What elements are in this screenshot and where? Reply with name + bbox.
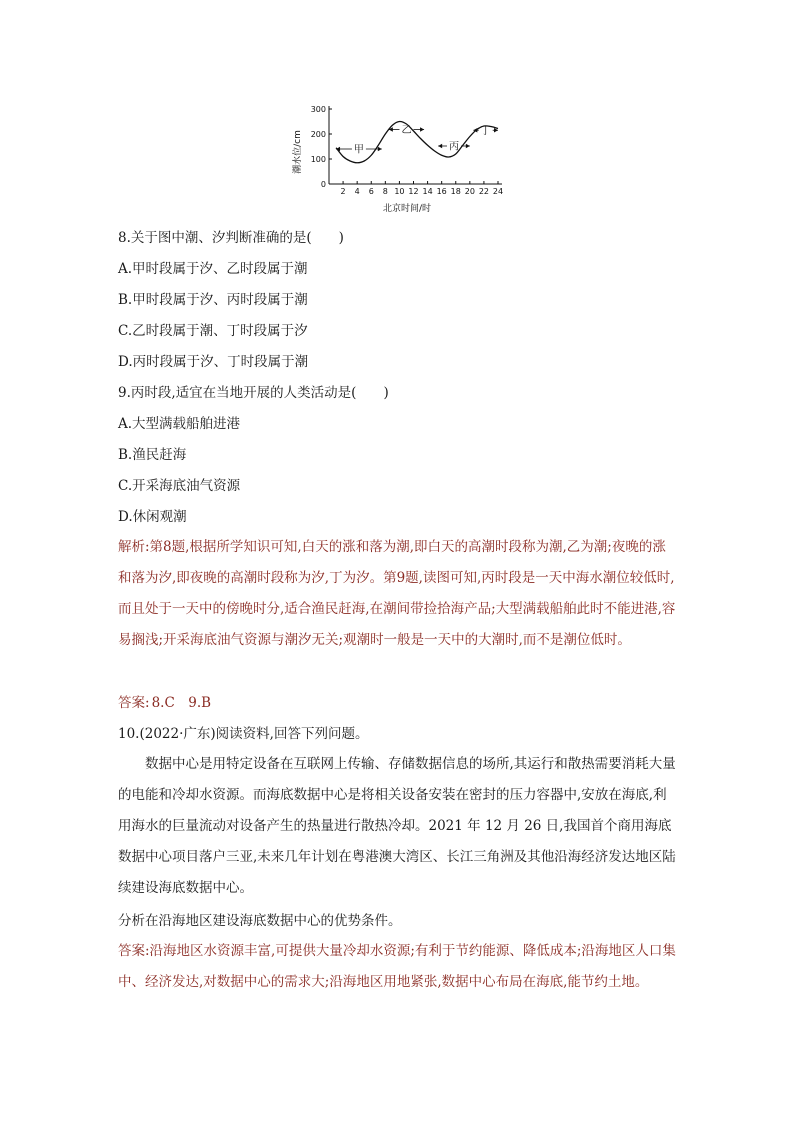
analysis-text: 解析:第8题,根据所学知识可知,白天的涨和落为潮,即白天的高潮时段称为潮,乙为潮;夜晚的涨和落为汐,即夜晚的高潮时段称为汐,丁为汐。第9题,读图可知,丙时段是一天中海水潮位较低时,而且处于一天中的傍晚时分,适合渔民赶海,在潮间带捡拾海产品;大型满载船舶此时不能进港,容易搁浅;开采海底油气资源与潮汐无关;观潮时一般是一天中的大潮时,而不是潮位低时。 — [118, 539, 676, 648]
y-axis-label: 潮水位/cm — [293, 130, 303, 174]
answer-label: 答案: — [118, 695, 150, 711]
arrow-head — [378, 147, 382, 151]
q9-stem: 9.丙时段,适宜在当地开展的人类活动是( ) — [118, 385, 389, 401]
q8-option-b: B.甲时段属于汐、丙时段属于潮 — [118, 292, 308, 308]
x-tick-label: 8 — [382, 187, 388, 196]
q9-option-b: B.渔民赶海 — [118, 447, 187, 463]
q9-option-c: C.开采海底油气资源 — [118, 478, 241, 494]
x-tick-label: 14 — [422, 187, 433, 196]
x-axis-label: 北京时间/时 — [382, 204, 432, 214]
x-tick-label: 4 — [354, 187, 360, 196]
q9-option-d: D.休闲观潮 — [118, 509, 187, 525]
q8-option-c: C.乙时段属于潮、丁时段属于汐 — [118, 323, 308, 339]
q8-stem: 8.关于图中潮、汐判断准确的是( ) — [118, 230, 344, 246]
tide-chart — [288, 100, 508, 215]
q9-option-a: A.大型满载船舶进港 — [118, 416, 241, 432]
y-tick-label: 0 — [320, 180, 326, 189]
arrow-head — [438, 144, 442, 148]
y-tick-label: 300 — [310, 105, 326, 114]
x-tick-label: 12 — [408, 187, 419, 196]
x-tick-label: 24 — [492, 187, 504, 196]
period-label: 甲 — [353, 144, 364, 156]
x-tick-label: 10 — [394, 187, 405, 196]
answer-8-9 — [118, 693, 211, 713]
tide-curve — [336, 121, 498, 162]
period-label: 乙 — [401, 125, 412, 136]
q8-option-a: A.甲时段属于汐、乙时段属于潮 — [118, 261, 308, 277]
q10-stem: 10.(2022·广东)阅读资料,回答下列问题。 — [118, 726, 369, 742]
x-tick-label: 20 — [464, 187, 475, 196]
period-label: 丙 — [448, 141, 459, 153]
chart-series — [336, 121, 498, 162]
y-tick-label: 100 — [310, 155, 326, 164]
q8-option-d: D.丙时段属于汐、丁时段属于潮 — [118, 354, 309, 370]
x-tick-label: 22 — [478, 187, 490, 196]
chart-annotations — [336, 124, 498, 156]
x-tick-label: 6 — [368, 187, 374, 196]
x-tick-label: 18 — [450, 187, 461, 196]
q10-answer: 答案:沿海地区水资源丰富,可提供大量冷却水资源;有利于节约能源、降低成本;沿海地区人口集中、经济发达,对数据中心的需求大;沿海地区用地紧张,数据中心布局在海底,能节约土地。 — [118, 943, 676, 990]
answer-value: 8.C 9.B — [151, 695, 212, 711]
arrow-head — [466, 144, 470, 148]
x-tick-label: 16 — [436, 187, 447, 196]
period-label: 丁 — [480, 125, 491, 137]
y-tick-label: 200 — [310, 130, 326, 139]
arrow-head — [420, 127, 424, 131]
x-tick-label: 2 — [340, 187, 346, 196]
q10-material: 数据中心是用特定设备在互联网上传输、存储数据信息的场所,其运行和散热需要消耗大量的电能和冷却水资源。而海底数据中心是将相关设备安装在密封的压力容器中,安放在海底,利用海水的巨量流动对设备产生的热量进行散热冷却。2021 年 12 月 26 日,我国首个商用海底数据中心项目落户三亚,未来几年计划在粤港澳大湾区、长江三角洲及其他沿海经济发达地区陆续建设海底数据中心。 — [118, 756, 676, 896]
q10-question: 分析在沿海地区建设海底数据中心的优势条件。 — [118, 913, 402, 929]
